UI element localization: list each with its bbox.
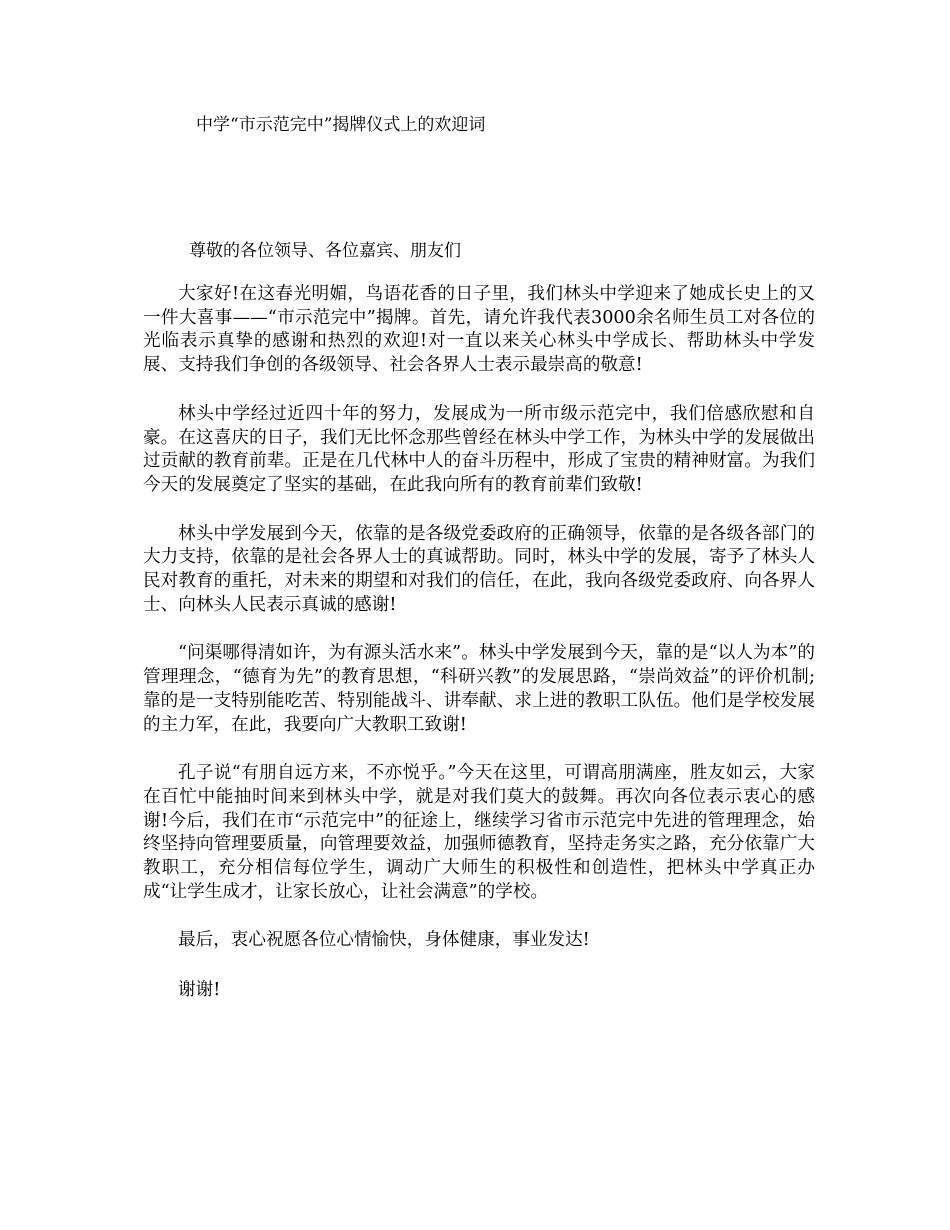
- salutation: 尊敬的各位领导、各位嘉宾、朋友们: [189, 241, 461, 261]
- paragraph: 大家好!在这春光明媚，鸟语花香的日子里，我们林头中学迎来了她成长史上的又一件大喜事——“市示范完中”揭牌。首先，请允许我代表3000余名师生员工对各位的光临表示真挚的感谢和热烈的欢迎!对一直以来关心林头中学成长、帮助林头中学发展、支持我们争创的各级领导、社会各界人士表示最崇高的敬意!: [143, 284, 815, 376]
- paragraph: 林头中学经过近四十年的努力，发展成为一所市级示范完中，我们倍感欣慰和自豪。在这喜庆的日子，我们无比怀念那些曾经在林头中学工作，为林头中学的发展做出过贡献的教育前辈。正是在几代林中人的奋斗历程中，形成了宝贵的精神财富。为我们今天的发展奠定了坚实的基础，在此我向所有的教育前辈们致敬!: [143, 403, 815, 495]
- closing-thanks: 谢谢!: [178, 980, 221, 1001]
- closing-wishes: 最后，衷心祝愿各位心情愉快，身体健康，事业发达!: [178, 930, 590, 951]
- paragraph: 孔子说“有朋自远方来，不亦悦乎。”今天在这里，可谓高朋满座，胜友如云，大家在百忙中能抽时间来到林头中学，就是对我们莫大的鼓舞。再次向各位表示衷心的感谢!今后，我们在市“示范完中”的征途上，继续学习省市示范完中先进的管理理念，始终坚持向管理要质量，向管理要效益，加强师德教育，坚持走务实之路，充分依靠广大教职工，充分相信每位学生，调动广大师生的积极性和创造性，把林头中学真正办成“让学生成才，让家长放心，让社会满意”的学校。: [143, 763, 815, 902]
- paragraph: 林头中学发展到今天，依靠的是各级党委政府的正确领导，依靠的是各级各部门的大力支持，依靠的是社会各界人士的真诚帮助。同时，林头中学的发展，寄予了林头人民对教育的重托，对未来的期望和对我们的信任，在此，我向各级党委政府、向各界人士、向林头人民表示真诚的感谢!: [143, 523, 815, 615]
- document-title: 中学“市示范完中”揭牌仪式上的欢迎词: [196, 115, 486, 135]
- paragraph: “问渠哪得清如许，为有源头活水来”。林头中学发展到今天，靠的是“以人为本”的管理理念，“德育为先”的教育思想，“科研兴教”的发展思路，“崇尚效益”的评价机制;靠的是一支特别能吃苦、特别能战斗、讲奉献、求上进的教职工队伍。他们是学校发展的主力军，在此，我要向广大教职工致谢!: [143, 643, 815, 735]
- speech-body: [143, 283, 815, 1029]
